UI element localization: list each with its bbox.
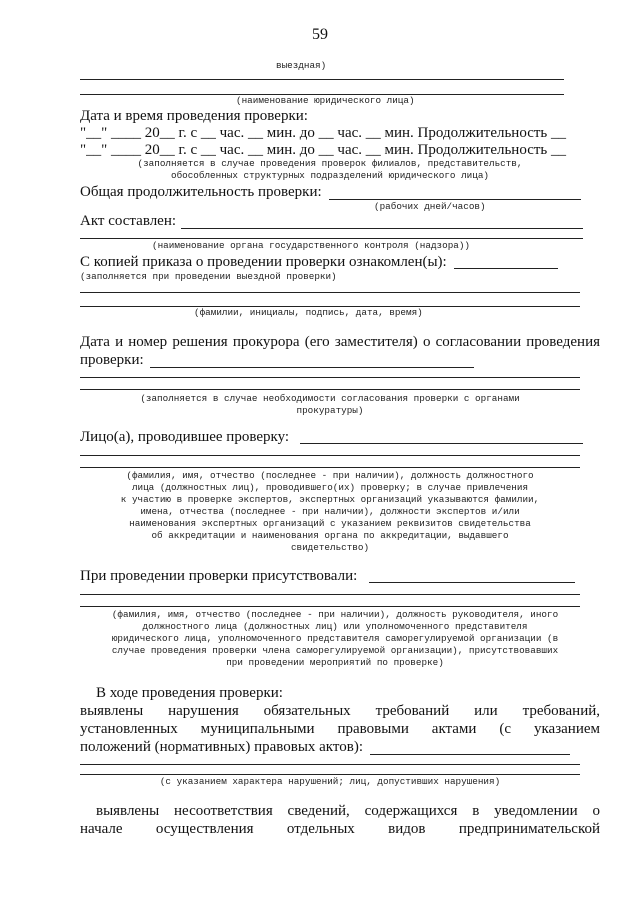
violations-caption: (с указанием характера нарушений; лиц, допустивших нарушения) xyxy=(159,776,501,787)
date-time-heading: Дата и время проведения проверки: xyxy=(80,108,308,124)
prosecutor-note-1: (заполняется в случае необходимости согласования проверки с органами xyxy=(140,393,520,404)
order-copy-label: С копией приказа о проведении проверки ознакомлен(ы): xyxy=(80,254,447,270)
top-fragment: выездная) xyxy=(276,60,327,71)
act-composed-line-2 xyxy=(80,238,583,239)
page-number: 59 xyxy=(312,26,328,43)
prosecutor-line-1: Дата и номер решения прокурора (его заместителя) о согласовании проведения xyxy=(80,334,600,350)
present-line-3 xyxy=(80,606,580,607)
legal-entity-caption: (наименование юридического лица) xyxy=(236,95,415,106)
prosecutor-note-2: прокуратуры) xyxy=(296,405,364,416)
prosecutor-line-2: проверки: xyxy=(80,352,144,368)
present-note-3: юридического лица, уполномоченного представителя саморегулируемой организации (в xyxy=(111,633,559,644)
total-duration-caption: (рабочих дней/часов) xyxy=(374,201,486,212)
inspector-line-1 xyxy=(300,443,583,444)
authority-caption: (наименование органа государственного контроля (надзора)) xyxy=(152,240,471,251)
act-composed-label: Акт составлен: xyxy=(80,213,177,229)
violations-line-2: установленных муниципальными правовыми актами (с указанием xyxy=(80,721,600,737)
inspector-label: Лицо(а), проводившее проверку: xyxy=(80,429,290,445)
inspector-note-1: (фамилия, имя, отчество (последнее - при наличии), должность должностного xyxy=(126,470,534,481)
total-duration-line xyxy=(329,199,581,200)
violations-line xyxy=(370,754,570,755)
mismatch-line-2: начале осуществления отдельных видов предпринимательской xyxy=(80,821,600,837)
prosecutor-extra-line-2 xyxy=(80,389,580,390)
inspector-note-5: наименования экспертных организаций с указанием реквизитов свидетельства xyxy=(129,518,531,529)
inspector-note-3: к участию в проверке экспертов, экспертных организаций указываются фамилии, xyxy=(120,494,540,505)
inspector-line-3 xyxy=(80,467,580,468)
present-line-2 xyxy=(80,594,580,595)
present-line-1 xyxy=(369,582,575,583)
signatures-caption: (фамилии, инициалы, подпись, дата, время) xyxy=(194,307,423,318)
order-copy-note: (заполняется при проведении выездной проверки) xyxy=(80,271,337,282)
total-duration-label: Общая продолжительность проверки: xyxy=(80,184,322,200)
present-note-4: случае проведения проверки члена саморегулируемой организации), присутствовавших xyxy=(111,645,559,656)
date-note-1: (заполняется в случае проведения проверок филиалов, представительств, xyxy=(137,158,523,169)
inspector-note-4: имена, отчества (последнее - при наличии), должности экспертов и/или xyxy=(140,506,520,517)
prosecutor-extra-line-1 xyxy=(80,377,580,378)
date-note-2: обособленных структурных подразделений юридического лица) xyxy=(170,170,489,181)
date-row-1: "__" ____ 20__ г. с __ час. __ мин. до __ час. __ мин. Продолжительность __ xyxy=(80,125,567,141)
date-row-2: "__" ____ 20__ г. с __ час. __ мин. до __ час. __ мин. Продолжительность __ xyxy=(80,142,567,158)
violations-extra-line-2 xyxy=(80,774,580,775)
legal-entity-line-1 xyxy=(80,79,564,80)
inspector-note-2: лица (должностных лиц), проводившего(их) проверку; в случае привлечения xyxy=(131,482,529,493)
prosecutor-line xyxy=(150,367,474,368)
inspector-note-7: свидетельство) xyxy=(290,542,370,553)
inspector-line-2 xyxy=(80,455,580,456)
violations-extra-line-1 xyxy=(80,764,580,765)
order-copy-line xyxy=(454,268,558,269)
present-label: При проведении проверки присутствовали: xyxy=(80,568,358,584)
during-label: В ходе проведения проверки: xyxy=(96,685,283,701)
present-note-1: (фамилия, имя, отчество (последнее - при наличии), должность руководителя, иного xyxy=(111,609,559,620)
violations-line-1: выявлены нарушения обязательных требований или требований, xyxy=(80,703,600,719)
mismatch-line-1: выявлены несоответствия сведений, содержащихся в уведомлении о xyxy=(96,803,600,819)
inspector-note-6: об аккредитации и наименования органа по аккредитации, выдавшего xyxy=(151,530,509,541)
signatures-line-1 xyxy=(80,292,580,293)
violations-line-3: положений (нормативных) правовых актов): xyxy=(80,739,363,755)
act-composed-line-1 xyxy=(181,228,583,229)
present-note-2: должностного лица (должностных лиц) или уполномоченного представителя xyxy=(142,621,528,632)
present-note-5: при проведении мероприятий по проверке) xyxy=(226,657,444,668)
